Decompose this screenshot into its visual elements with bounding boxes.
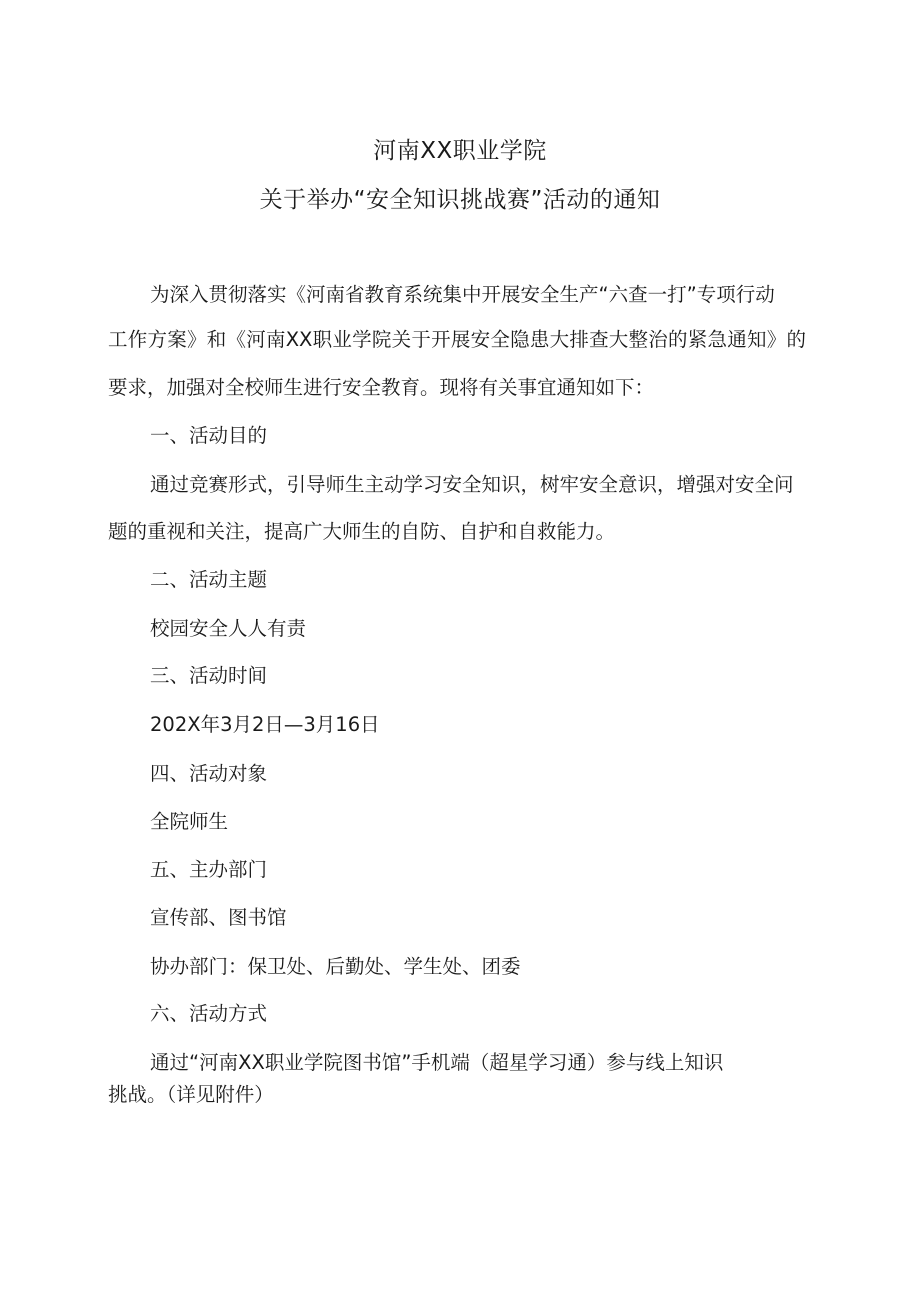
purpose-text-line-1: 通过竞赛形式，引导师生主动学习安全知识，树牢安全意识，增强对安全问: [150, 473, 794, 496]
intro-paragraph-line-3: 要求，加强对全校师生进行安全教育。现将有关事宜通知如下：: [108, 376, 655, 399]
time-text: 202X年3月2日—3月16日: [150, 713, 380, 736]
theme-text: 校园安全人人有责: [150, 617, 307, 640]
document-title-subject: 关于举办“安全知识挑战赛”活动的通知: [259, 187, 661, 213]
intro-paragraph-line-2: 工作方案》和《河南XX职业学院关于开展安全隐患大排查大整治的紧急通知》的: [108, 328, 806, 351]
organizer-text: 宣传部、图书馆: [150, 906, 287, 929]
section-heading-theme: 二、活动主题: [150, 568, 268, 591]
section-heading-organizer: 五、主办部门: [150, 858, 268, 881]
method-text-line-2: 挑战。（详见附件）: [108, 1083, 274, 1106]
co-organizer-text: 协办部门：保卫处、后勤处、学生处、团委: [150, 955, 521, 978]
document-title-institution: 河南XX职业学院: [373, 138, 547, 164]
section-heading-time: 三、活动时间: [150, 664, 268, 687]
audience-text: 全院师生: [150, 810, 229, 833]
intro-paragraph-line-1: 为深入贯彻落实《河南省教育系统集中开展安全生产“六查一打”专项行动: [150, 283, 775, 306]
method-text-line-1: 通过“河南XX职业学院图书馆”手机端（超星学习通）参与线上知识: [150, 1051, 724, 1074]
purpose-text-line-2: 题的重视和关注，提高广大师生的自防、自护和自救能力。: [108, 520, 616, 543]
section-heading-audience: 四、活动对象: [150, 762, 268, 785]
section-heading-method: 六、活动方式: [150, 1002, 268, 1025]
section-heading-purpose: 一、活动目的: [150, 424, 268, 447]
